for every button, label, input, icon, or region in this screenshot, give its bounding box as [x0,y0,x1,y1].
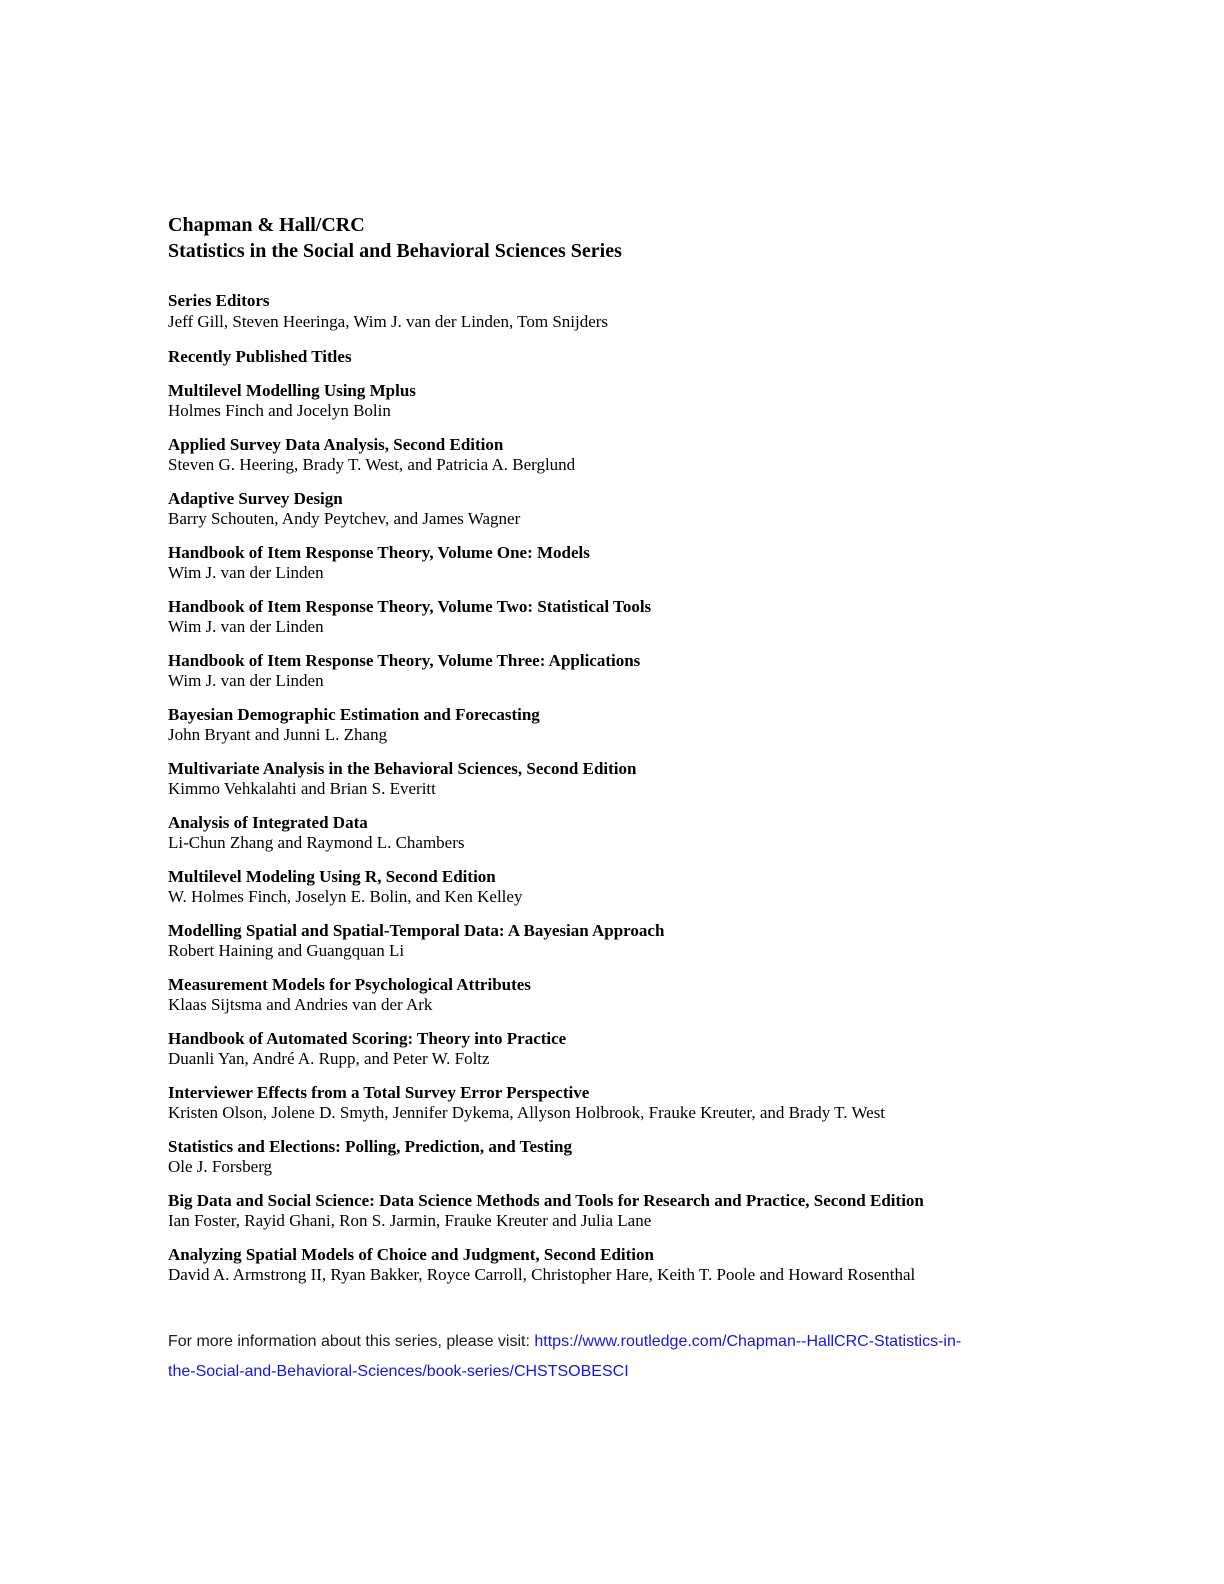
book-authors: John Bryant and Junni L. Zhang [168,725,388,744]
book-title: Analyzing Spatial Models of Choice and Judgment, Second Edition [168,1245,654,1264]
book-title: Handbook of Automated Scoring: Theory into Practice [168,1029,567,1048]
book-entry [168,1191,1068,1231]
book-authors: Li-Chun Zhang and Raymond L. Chambers [168,833,465,852]
book-entry [168,489,1068,529]
series-editors-names: Jeff Gill, Steven Heeringa, Wim J. van der Linden, Tom Snijders [168,312,609,331]
book-entry [168,975,1068,1015]
page-content [168,212,1068,1387]
book-title: Interviewer Effects from a Total Survey Error Perspective [168,1083,590,1102]
book-entry [168,759,1068,799]
book-authors: Steven G. Heering, Brady T. West, and Patricia A. Berglund [168,455,576,474]
book-entry [168,651,1068,691]
book-entry [168,1137,1068,1177]
book-title: Bayesian Demographic Estimation and Forecasting [168,705,540,724]
book-title: Adaptive Survey Design [168,489,343,508]
footer-note [168,1327,1028,1387]
book-authors: Kimmo Vehkalahti and Brian S. Everitt [168,779,436,798]
book-entry [168,543,1068,583]
series-title: Statistics in the Social and Behavioral Sciences Series [168,240,622,262]
book-authors: Holmes Finch and Jocelyn Bolin [168,401,391,420]
book-authors: Barry Schouten, Andy Peytchev, and James Wagner [168,509,521,528]
book-entry [168,1029,1068,1069]
book-authors: W. Holmes Finch, Joselyn E. Bolin, and Ken Kelley [168,887,523,906]
book-title: Multivariate Analysis in the Behavioral Sciences, Second Edition [168,759,637,778]
book-entry [168,867,1068,907]
book-title: Handbook of Item Response Theory, Volume One: Models [168,543,590,562]
book-title: Statistics and Elections: Polling, Prediction, and Testing [168,1137,572,1156]
book-list [168,381,1068,1285]
book-entry [168,1083,1068,1123]
series-header [168,212,1068,264]
publisher-name: Chapman & Hall/CRC [168,214,365,236]
recently-published-label: Recently Published Titles [168,347,352,366]
book-entry [168,597,1068,637]
book-entry [168,921,1068,961]
book-title: Analysis of Integrated Data [168,813,368,832]
series-url-line2[interactable]: the-Social-and-Behavioral-Sciences/book-series/CHSTSOBESCI [168,1363,629,1380]
book-entry [168,435,1068,475]
book-title: Modelling Spatial and Spatial-Temporal Data: A Bayesian Approach [168,921,665,940]
book-authors: Kristen Olson, Jolene D. Smyth, Jennifer Dykema, Allyson Holbrook, Frauke Kreuter, and Brady T. West [168,1103,886,1122]
series-url-line1[interactable]: https://www.routledge.com/Chapman--HallCRC-Statistics-in- [534,1333,962,1350]
book-authors: Wim J. van der Linden [168,617,324,636]
book-authors: Robert Haining and Guangquan Li [168,941,405,960]
book-title: Applied Survey Data Analysis, Second Edition [168,435,504,454]
book-entry [168,1245,1068,1285]
book-title: Multilevel Modeling Using R, Second Edition [168,867,496,886]
book-authors: Wim J. van der Linden [168,671,324,690]
book-authors: Klaas Sijtsma and Andries van der Ark [168,995,433,1014]
book-authors: Ian Foster, Rayid Ghani, Ron S. Jarmin, Frauke Kreuter and Julia Lane [168,1211,652,1230]
book-authors: Wim J. van der Linden [168,563,324,582]
book-title: Big Data and Social Science: Data Science Methods and Tools for Research and Practice, Second Edition [168,1191,924,1210]
footer-prefix: For more information about this series, please visit: [168,1333,535,1350]
book-authors: Ole J. Forsberg [168,1157,273,1176]
book-entry [168,381,1068,421]
series-editors-label: Series Editors [168,291,270,310]
book-title: Handbook of Item Response Theory, Volume Two: Statistical Tools [168,597,652,616]
book-entry [168,705,1068,745]
book-title: Multilevel Modelling Using Mplus [168,381,416,400]
book-title: Handbook of Item Response Theory, Volume Three: Applications [168,651,641,670]
book-authors: Duanli Yan, André A. Rupp, and Peter W. Foltz [168,1049,490,1068]
book-authors: David A. Armstrong II, Ryan Bakker, Royce Carroll, Christopher Hare, Keith T. Poole and Howard Rosenthal [168,1265,916,1284]
book-entry [168,813,1068,853]
book-title: Measurement Models for Psychological Attributes [168,975,531,994]
